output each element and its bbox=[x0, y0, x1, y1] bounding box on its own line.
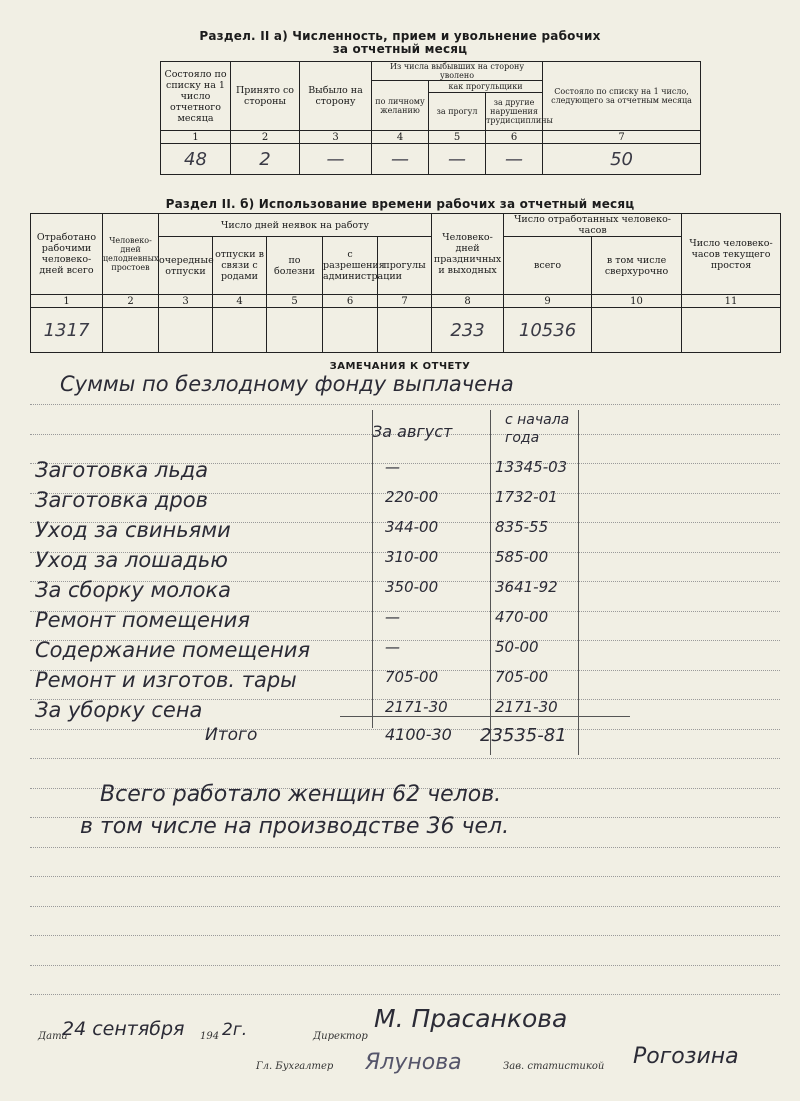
b-header-col10: в том числе сверхурочно bbox=[592, 237, 682, 295]
b-num-7: 7 bbox=[378, 295, 432, 308]
remarks-note-line1: Всего работало женщин 62 челов. bbox=[100, 782, 502, 807]
b-value-7 bbox=[378, 308, 432, 353]
a-header-col7: Состояло по списку на 1 число, следующего за отчетным месяца bbox=[543, 62, 701, 131]
remarks-row-year: 585-00 bbox=[495, 548, 549, 566]
a-header-col3: Выбыло на сторону bbox=[300, 62, 372, 131]
a-header-col6: за другие нарушения трудисциплины bbox=[486, 93, 543, 131]
b-header-absence-group: Число дней неявок на работу bbox=[159, 214, 432, 237]
a-num-7: 7 bbox=[543, 131, 701, 144]
ruled-line bbox=[30, 876, 780, 877]
section-b-table bbox=[30, 213, 781, 353]
remarks-row-year: 835-55 bbox=[495, 518, 549, 536]
remarks-row-label: За уборку сена bbox=[35, 698, 203, 722]
section-a-title-line1: Раздел. II а) Численность, прием и увольнение рабочих bbox=[199, 29, 601, 43]
a-num-4: 4 bbox=[372, 131, 429, 144]
remarks-row-month: 350-00 bbox=[385, 578, 439, 596]
a-header-col2: Принято со стороны bbox=[231, 62, 300, 131]
remarks-row-month: 705-00 bbox=[385, 668, 439, 686]
remarks-total-label: Итого bbox=[205, 725, 258, 745]
b-value-9: 10536 bbox=[504, 308, 592, 353]
b-header-col1: Отработано рабочими человеко-дней всего bbox=[31, 214, 103, 295]
remarks-row-month: 2171-30 bbox=[385, 698, 448, 716]
a-value-3: — bbox=[300, 144, 372, 175]
b-num-10: 10 bbox=[592, 295, 682, 308]
remarks-row-label: Уход за свиньями bbox=[35, 518, 231, 542]
b-num-8: 8 bbox=[432, 295, 504, 308]
remarks-row-month: — bbox=[385, 638, 400, 656]
ruled-line bbox=[30, 404, 780, 405]
a-value-2: 2 bbox=[231, 144, 300, 175]
b-header-col4: отпуски в связи с родами bbox=[213, 237, 267, 295]
ruled-line bbox=[30, 906, 780, 907]
year-suffix: 2г. bbox=[222, 1020, 248, 1040]
a-header-col5: за прогул bbox=[429, 93, 486, 131]
b-num-4: 4 bbox=[213, 295, 267, 308]
remarks-row-label: Уход за лошадью bbox=[35, 548, 228, 572]
a-header-group: Из числа выбывших на сторону уволено bbox=[372, 62, 543, 81]
remarks-total-month: 4100-30 bbox=[385, 725, 452, 744]
remarks-row-label: Ремонт помещения bbox=[35, 608, 250, 632]
remarks-row-month: 220-00 bbox=[385, 488, 439, 506]
remarks-row-label: Содержание помещения bbox=[35, 638, 311, 662]
year-prefix: 194 bbox=[200, 1031, 220, 1042]
a-num-3: 3 bbox=[300, 131, 372, 144]
remarks-row-month: 344-00 bbox=[385, 518, 439, 536]
section-b-title: Раздел II. б) Использование времени рабочих за отчетный месяц bbox=[165, 197, 635, 211]
a-num-5: 5 bbox=[429, 131, 486, 144]
a-value-6: — bbox=[486, 144, 543, 175]
b-value-2 bbox=[103, 308, 159, 353]
remarks-total-year: 23535-81 bbox=[480, 725, 567, 746]
remarks-row-month: 310-00 bbox=[385, 548, 439, 566]
remarks-col-month: За август bbox=[372, 422, 453, 441]
date-label: Дата bbox=[38, 1031, 68, 1042]
accountant-label: Гл. Бухгалтер bbox=[256, 1061, 334, 1072]
b-value-1: 1317 bbox=[31, 308, 103, 353]
b-num-9: 9 bbox=[504, 295, 592, 308]
a-value-4: — bbox=[372, 144, 429, 175]
a-value-5: — bbox=[429, 144, 486, 175]
accountant-signature: Ялунова bbox=[365, 1050, 462, 1075]
b-value-8: 233 bbox=[432, 308, 504, 353]
remarks-note-line2: в том числе на производстве 36 чел. bbox=[80, 814, 510, 839]
b-num-1: 1 bbox=[31, 295, 103, 308]
b-header-col9: всего bbox=[504, 237, 592, 295]
a-header-col4: по личному желанию bbox=[372, 81, 429, 131]
remarks-divider-left bbox=[372, 410, 373, 728]
b-num-6: 6 bbox=[323, 295, 378, 308]
b-value-10 bbox=[592, 308, 682, 353]
a-value-1: 48 bbox=[161, 144, 231, 175]
b-header-col6: с разрешения администрации bbox=[323, 237, 378, 295]
remarks-row-year: 705-00 bbox=[495, 668, 549, 686]
b-value-11 bbox=[682, 308, 781, 353]
b-header-col5: по болезни bbox=[267, 237, 323, 295]
date-value: 24 сентября bbox=[62, 1018, 185, 1040]
remarks-intro: Суммы по безлодному фонду выплачена bbox=[60, 372, 514, 396]
b-value-6 bbox=[323, 308, 378, 353]
b-num-3: 3 bbox=[159, 295, 213, 308]
ruled-line bbox=[30, 847, 780, 848]
b-header-hours-group: Число отработанных человеко-часов bbox=[504, 214, 682, 237]
ruled-line bbox=[30, 965, 780, 966]
remarks-row-year: 3641-92 bbox=[495, 578, 558, 596]
section-a-table bbox=[160, 61, 701, 175]
director-signature: М. Прасанкова bbox=[374, 1004, 568, 1033]
remarks-title: ЗАМЕЧАНИЯ К ОТЧЕТУ bbox=[329, 361, 471, 372]
remarks-row-year: 13345-03 bbox=[495, 458, 568, 476]
ruled-line bbox=[30, 935, 780, 936]
b-header-col11: Число человеко-часов текущего простоя bbox=[682, 214, 781, 295]
remarks-col-year-line2: года bbox=[505, 430, 540, 446]
remarks-row-label: За сборку молока bbox=[35, 578, 231, 602]
b-value-5 bbox=[267, 308, 323, 353]
remarks-row-year: 50-00 bbox=[495, 638, 539, 656]
a-num-6: 6 bbox=[486, 131, 543, 144]
remarks-row-year: 1732-01 bbox=[495, 488, 558, 506]
b-header-col3: очередные отпуски bbox=[159, 237, 213, 295]
b-header-col8: Человеко-дней праздничных и выходных bbox=[432, 214, 504, 295]
remarks-row-year: 470-00 bbox=[495, 608, 549, 626]
director-label: Директор bbox=[313, 1031, 368, 1042]
b-value-3 bbox=[159, 308, 213, 353]
ruled-line bbox=[30, 994, 780, 995]
a-num-1: 1 bbox=[161, 131, 231, 144]
remarks-row-label: Заготовка льда bbox=[35, 458, 209, 482]
b-num-2: 2 bbox=[103, 295, 159, 308]
section-a-title-line2: за отчетный месяц bbox=[332, 42, 468, 56]
remarks-row-year: 2171-30 bbox=[495, 698, 558, 716]
a-num-2: 2 bbox=[231, 131, 300, 144]
b-num-5: 5 bbox=[267, 295, 323, 308]
remarks-row-label: Ремонт и изготов. тары bbox=[35, 668, 297, 692]
b-header-col7: прогулы bbox=[378, 237, 432, 295]
a-header-subgroup: как прогульщики bbox=[429, 81, 543, 93]
remarks-row-label: Заготовка дров bbox=[35, 488, 208, 512]
remarks-row-month: — bbox=[385, 608, 400, 626]
remarks-divider-mid bbox=[490, 410, 491, 755]
remarks-row-month: — bbox=[385, 458, 400, 476]
statistics-label: Зав. статистикой bbox=[503, 1061, 605, 1072]
remarks-total-rule bbox=[340, 716, 630, 717]
ruled-line bbox=[30, 758, 780, 759]
remarks-col-year-line1: с начала bbox=[505, 412, 570, 428]
b-value-4 bbox=[213, 308, 267, 353]
statistics-signature: Рогозина bbox=[633, 1044, 739, 1069]
section-a-title bbox=[150, 30, 650, 56]
a-value-7: 50 bbox=[543, 144, 701, 175]
b-num-11: 11 bbox=[682, 295, 781, 308]
remarks-divider-right bbox=[578, 410, 579, 755]
b-header-col2: Человеко-дней целодневных простоев bbox=[103, 214, 159, 295]
a-header-col1: Состояло по списку на 1 число отчетного месяца bbox=[161, 62, 231, 131]
